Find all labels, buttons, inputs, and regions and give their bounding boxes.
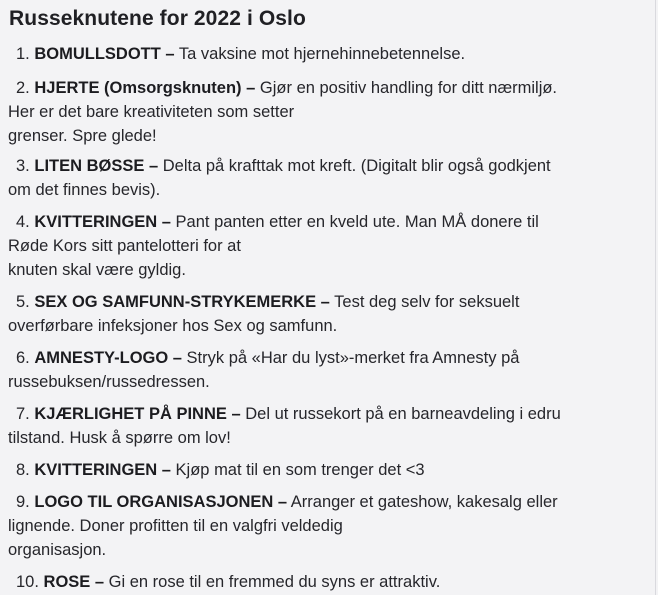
item-line: Røde Kors sitt pantelotteri for at bbox=[8, 237, 241, 255]
list-item bbox=[8, 458, 648, 482]
list-item bbox=[8, 290, 648, 338]
item-line: grenser. Spre glede! bbox=[8, 127, 157, 145]
item-text: Test deg selv for seksuelt bbox=[329, 293, 520, 311]
item-heading: LITEN BØSSE – bbox=[34, 157, 159, 175]
item-heading: AMNESTY-LOGO – bbox=[34, 349, 182, 367]
item-line: overførbare infeksjoner hos Sex og samfunn. bbox=[8, 317, 338, 335]
page-title: Russeknutene for 2022 i Oslo bbox=[9, 7, 306, 30]
item-heading: SEX OG SAMFUNN-STRYKEMERKE – bbox=[34, 293, 330, 311]
item-heading: KVITTERINGEN – bbox=[34, 461, 171, 479]
item-line bbox=[8, 402, 648, 426]
item-line bbox=[8, 210, 648, 234]
item-line bbox=[16, 570, 646, 594]
list-item bbox=[16, 570, 646, 594]
item-line bbox=[8, 154, 648, 178]
item-text: Del ut russekort på en barneavdeling i edru bbox=[240, 405, 561, 423]
list-item bbox=[8, 76, 648, 148]
item-heading: HJERTE (Omsorgsknuten) – bbox=[34, 79, 256, 97]
list-item bbox=[8, 346, 648, 394]
item-line: om det finnes bevis). bbox=[8, 181, 161, 199]
item-line bbox=[8, 458, 648, 482]
item-line: knuten skal være gyldig. bbox=[8, 261, 186, 279]
item-number: 3. bbox=[16, 157, 30, 175]
item-text: Gi en rose til en fremmed du syns er attraktiv. bbox=[104, 573, 441, 591]
item-text: Delta på krafttak mot kreft. (Digitalt blir også godkjent bbox=[158, 157, 551, 175]
list-item bbox=[8, 402, 648, 450]
item-text: Kjøp mat til en som trenger det <3 bbox=[170, 461, 425, 479]
item-heading: LOGO TIL ORGANISASJONEN – bbox=[34, 493, 288, 511]
item-heading: KVITTERINGEN – bbox=[34, 213, 171, 231]
item-text: Arranger et gateshow, kakesalg eller bbox=[287, 493, 558, 511]
item-number: 7. bbox=[16, 405, 30, 423]
item-number: 8. bbox=[16, 461, 30, 479]
item-line: russebuksen/russedressen. bbox=[8, 373, 210, 391]
item-text: Ta vaksine mot hjernehinnebetennelse. bbox=[174, 45, 466, 63]
item-number: 1. bbox=[16, 45, 30, 63]
item-number: 4. bbox=[16, 213, 30, 231]
list-item bbox=[8, 154, 648, 202]
item-line bbox=[8, 346, 648, 370]
item-number: 5. bbox=[16, 293, 30, 311]
item-line bbox=[8, 490, 648, 514]
item-line: Her er det bare kreativiteten som setter bbox=[8, 103, 295, 121]
list-item bbox=[8, 490, 648, 562]
list-item bbox=[16, 42, 646, 66]
item-text: Pant panten etter en kveld ute. Man MÅ donere til bbox=[170, 213, 539, 231]
list-item bbox=[8, 210, 648, 282]
item-line bbox=[16, 42, 646, 66]
item-text: Gjør en positiv handling for ditt nærmiljø. bbox=[255, 79, 558, 97]
item-line: lignende. Doner profitten til en valgfri veldedig bbox=[8, 517, 343, 535]
item-text: Stryk på «Har du lyst»-merket fra Amnesty på bbox=[181, 349, 520, 367]
item-line: tilstand. Husk å spørre om lov! bbox=[8, 429, 231, 447]
item-line bbox=[8, 76, 648, 100]
item-line bbox=[8, 290, 648, 314]
item-number: 10. bbox=[16, 573, 39, 591]
item-heading: BOMULLSDOTT – bbox=[34, 45, 175, 63]
item-line: organisasjon. bbox=[8, 541, 107, 559]
item-number: 6. bbox=[16, 349, 30, 367]
item-heading: ROSE – bbox=[43, 573, 105, 591]
item-number: 9. bbox=[16, 493, 30, 511]
item-heading: KJÆRLIGHET PÅ PINNE – bbox=[34, 405, 241, 423]
item-number: 2. bbox=[16, 79, 30, 97]
